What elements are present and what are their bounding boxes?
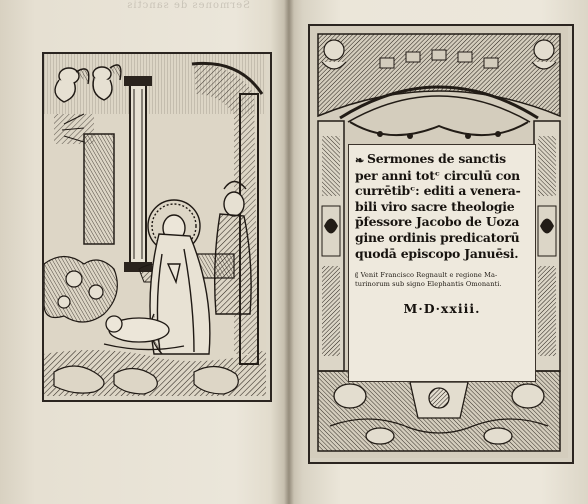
- publication-date: M·D·xxiii.: [403, 301, 481, 317]
- title-line-1: ❧ Sermones de sanctis: [355, 151, 506, 167]
- title-panel: [348, 144, 536, 382]
- book-title: [355, 151, 529, 261]
- woodcut-illustration: [44, 54, 266, 396]
- title-line-6: gine ordinis predicatorū: [355, 229, 520, 245]
- title-line-3: currētibᶜ: editi a venera-: [355, 183, 521, 199]
- title-page-border: [308, 24, 574, 464]
- imprint-line-2: turinorum sub signo Elephantis Omonanti.: [355, 280, 502, 289]
- left-page: [0, 0, 288, 504]
- right-page: [290, 0, 588, 504]
- title-line-4: bili viro sacre theologie: [355, 198, 515, 214]
- bleed-through-text: Sermones de sanctis: [126, 0, 250, 11]
- title-line-5: p̄fessore Jacobo de Uoza: [355, 214, 520, 230]
- printer-imprint: [355, 271, 529, 289]
- title-line-7: quodā episcopo Januēsi.: [355, 245, 519, 261]
- nativity-woodcut: [42, 52, 272, 402]
- title-line-2: per anni totᶜ circulū con: [355, 167, 520, 183]
- imprint-line-1: ⸨ Venit Francisco Regnault e regione Ma-: [355, 271, 498, 280]
- fleuron-icon: ❧: [355, 154, 365, 167]
